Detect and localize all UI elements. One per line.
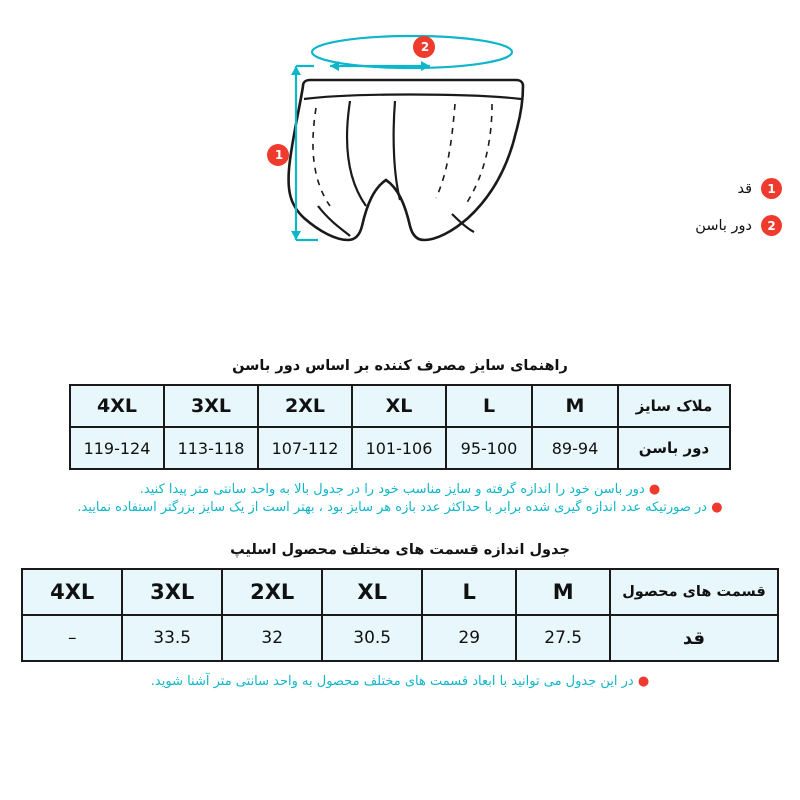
col-header-xl: XL bbox=[322, 569, 422, 615]
briefs-outline bbox=[289, 80, 523, 240]
cell-length-xl: 30.5 bbox=[322, 615, 422, 661]
legend bbox=[622, 178, 782, 252]
legend-item-2 bbox=[622, 215, 782, 236]
consumer-size-section bbox=[0, 358, 800, 518]
row-label-length: قد bbox=[610, 615, 778, 661]
consumer-size-notes bbox=[0, 482, 800, 515]
col-header-m: M bbox=[532, 385, 618, 427]
height-arrow-head-top bbox=[291, 66, 301, 75]
bullet-dot-icon: ● bbox=[648, 482, 661, 497]
cell-length-l: 29 bbox=[422, 615, 516, 661]
product-dimensions-title: جدول اندازه قسمت های مختلف محصول اسلیپ bbox=[230, 542, 570, 558]
note-2-text: در صورتیکه عدد اندازه گیری شده برابر با حداکثر عدد بازه هر سایز بود ، بهتر است از یک سایز بزرگتر استفاده نمایید. bbox=[77, 500, 708, 515]
cell-hip-m: 89-94 bbox=[532, 427, 618, 469]
col-header-3xl: 3XL bbox=[122, 569, 222, 615]
consumer-size-title: راهنمای سایز مصرف کننده بر اساس دور باسن bbox=[232, 358, 568, 374]
note-1 bbox=[0, 482, 800, 497]
col-header-l: L bbox=[422, 569, 516, 615]
legend-badge-1: 1 bbox=[761, 178, 782, 199]
col-header-part: قسمت های محصول bbox=[610, 569, 778, 615]
hip-measure-ellipse bbox=[312, 36, 512, 68]
hip-arrow-head-right bbox=[421, 61, 430, 71]
col-header-criterion: ملاک سایز bbox=[618, 385, 730, 427]
marker-2-label: 2 bbox=[420, 40, 430, 54]
col-header-2xl: 2XL bbox=[222, 569, 322, 615]
cell-length-4xl: – bbox=[22, 615, 122, 661]
marker-1-label: 1 bbox=[274, 148, 284, 162]
product-dimensions-section bbox=[0, 542, 800, 692]
table-row bbox=[22, 615, 778, 661]
cell-hip-xl: 101-106 bbox=[352, 427, 446, 469]
cell-hip-4xl: 119-124 bbox=[70, 427, 164, 469]
cell-length-2xl: 32 bbox=[222, 615, 322, 661]
table-row-header bbox=[22, 569, 778, 615]
cell-hip-2xl: 107-112 bbox=[258, 427, 352, 469]
note-3 bbox=[0, 674, 800, 689]
bullet-dot-icon: ● bbox=[637, 674, 650, 689]
col-header-4xl: 4XL bbox=[70, 385, 164, 427]
briefs-illustration bbox=[0, 0, 800, 330]
col-header-l: L bbox=[446, 385, 532, 427]
bullet-dot-icon: ● bbox=[711, 500, 723, 515]
legend-label-2: دور باسن bbox=[695, 217, 752, 234]
row-label-hip: دور باسن bbox=[618, 427, 730, 469]
col-header-2xl: 2XL bbox=[258, 385, 352, 427]
col-header-m: M bbox=[516, 569, 610, 615]
cell-length-m: 27.5 bbox=[516, 615, 610, 661]
cell-length-3xl: 33.5 bbox=[122, 615, 222, 661]
legend-label-1: قد bbox=[737, 180, 752, 197]
cell-hip-l: 95-100 bbox=[446, 427, 532, 469]
note-1-text: دور باسن خود را اندازه گرفته و سایز مناسب خود را در جدول بالا به واحد سانتی متر پیدا کنید. bbox=[139, 482, 645, 497]
legend-item-1 bbox=[622, 178, 782, 199]
product-dimensions-notes bbox=[0, 674, 800, 689]
legend-badge-2: 2 bbox=[761, 215, 782, 236]
height-arrow-head-bottom bbox=[291, 231, 301, 240]
product-dimensions-table bbox=[21, 568, 779, 662]
table-row-header bbox=[70, 385, 730, 427]
note-2 bbox=[0, 500, 800, 515]
col-header-4xl: 4XL bbox=[22, 569, 122, 615]
col-header-xl: XL bbox=[352, 385, 446, 427]
cell-hip-3xl: 113-118 bbox=[164, 427, 258, 469]
consumer-size-table bbox=[69, 384, 731, 470]
col-header-3xl: 3XL bbox=[164, 385, 258, 427]
garment-diagram bbox=[0, 0, 800, 330]
table-row bbox=[70, 427, 730, 469]
note-3-text: در این جدول می توانید با ابعاد قسمت های مختلف محصول به واحد سانتی متر آشنا شوید. bbox=[150, 674, 634, 689]
